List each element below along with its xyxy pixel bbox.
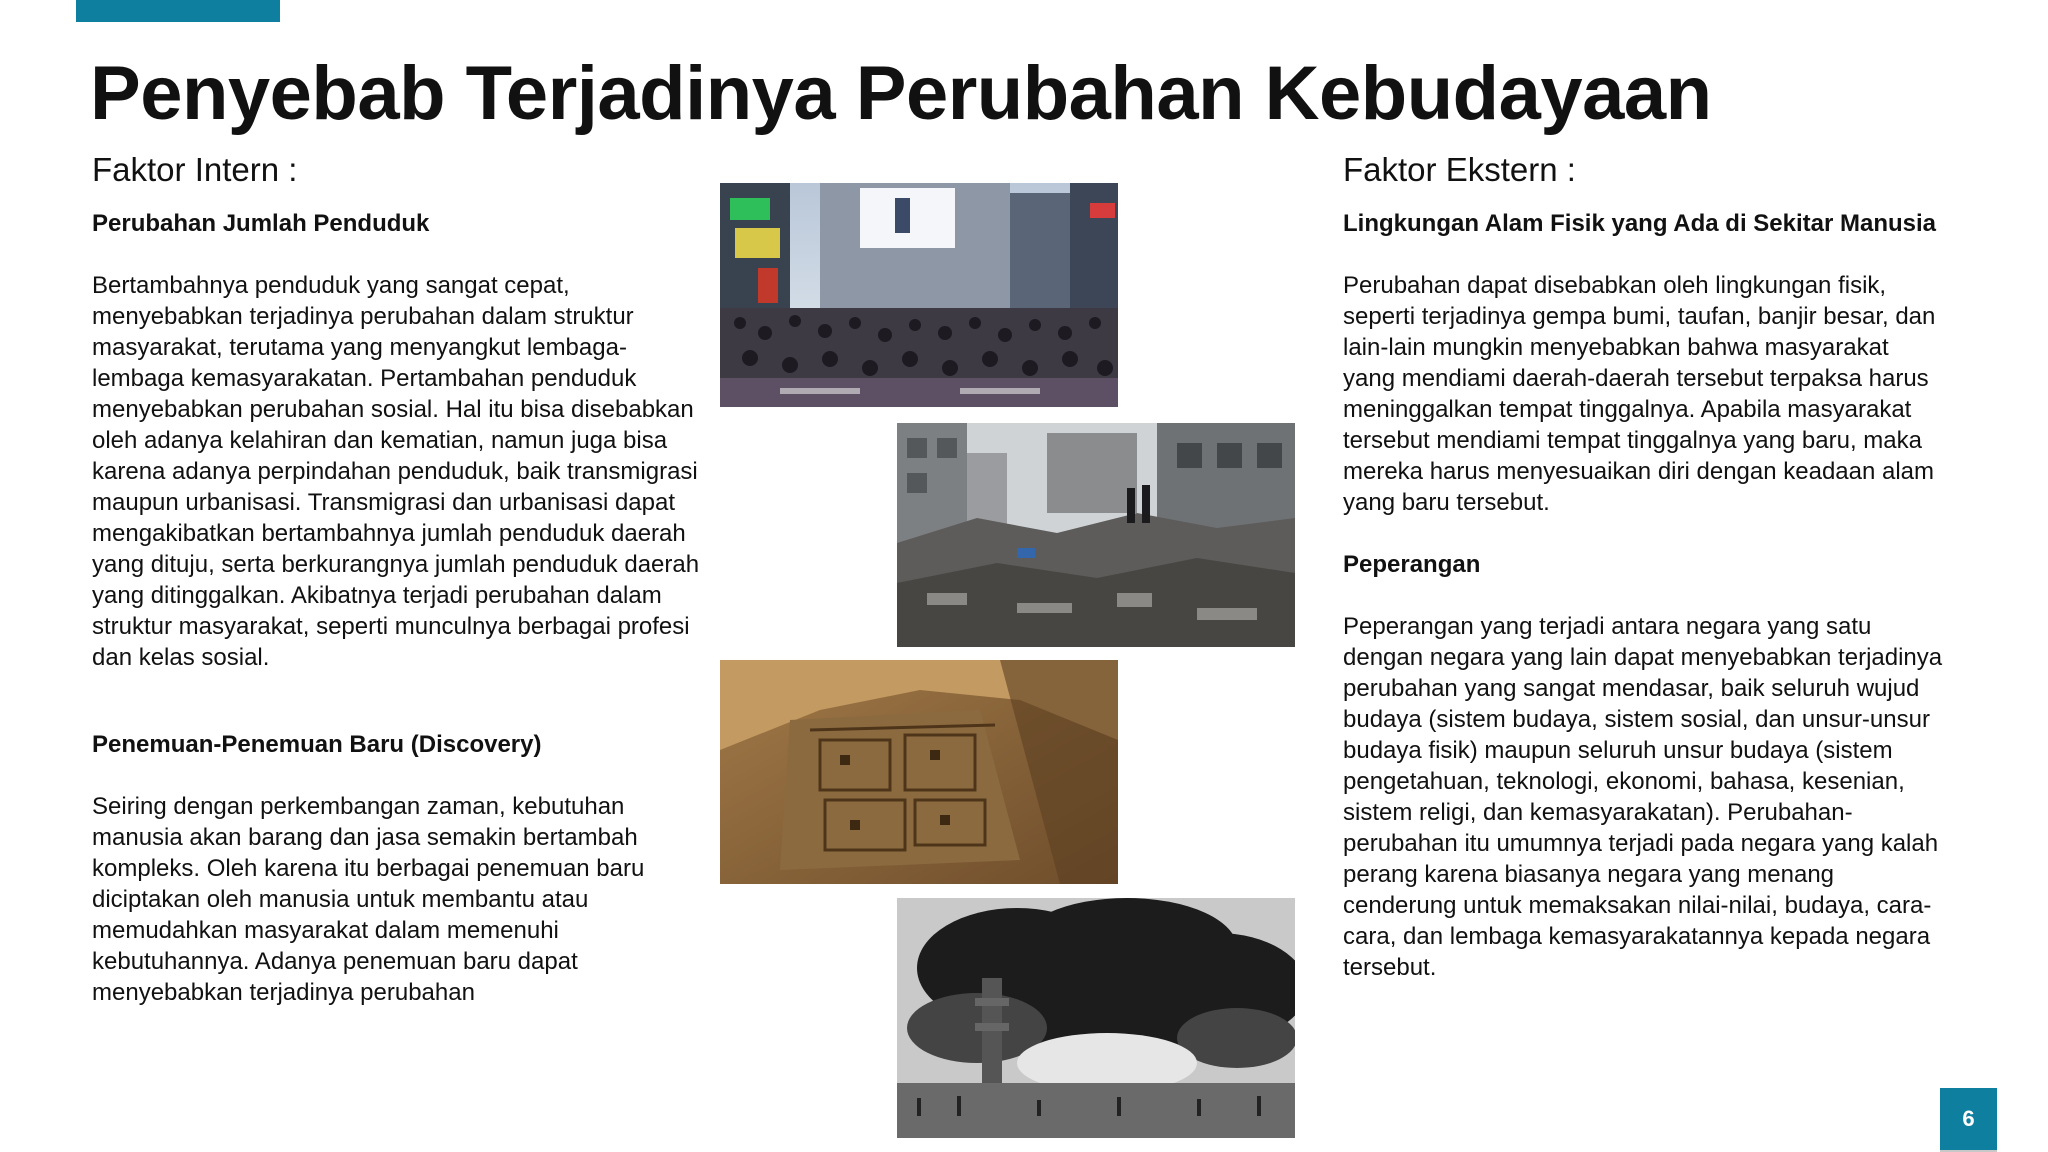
ekstern-section-body-2: Peperangan yang terjadi antara negara yang satu dengan negara yang lain dapat menyebabkan terjadinya perubahan yang sangat mendasar, baik seluruh wujud budaya (sistem budaya, sistem sosial, dan unsur-unsur budaya fisik) maupun seluruh unsur budaya (sistem pengetahuan, teknologi, ekonomi, bahasa, kesenian, sistem religi, dan kemasyarakatan). Perubahan-perubahan itu umumnya terjadi pada negara yang kalah perang karena biasanya negara yang menang cenderung untuk memaksakan nilai-nilai, budaya, cara-cara, dan lembaga kemasyarakatannya kepada negara tersebut. — [1343, 612, 1943, 981]
slide-title: Penyebab Terjadinya Perubahan Kebudayaan — [90, 51, 1712, 136]
ekstern-section-title-1: Lingkungan Alam Fisik yang Ada di Sekitar Manusia — [1343, 209, 1937, 237]
intern-section-title-2: Penemuan-Penemuan Baru (Discovery) — [92, 730, 542, 758]
page-number-badge: 6 — [1940, 1088, 1997, 1150]
excavation-site-photo — [720, 660, 1118, 884]
ekstern-heading: Faktor Ekstern : — [1343, 151, 1576, 188]
burning-warship-photo — [897, 898, 1295, 1138]
earthquake-rubble-photo — [897, 423, 1295, 647]
intern-section-body-1: Bertambahnya penduduk yang sangat cepat, menyebabkan terjadinya perubahan dalam struktur masyarakat, terutama yang menyangkut lembaga-lembaga kemasyarakatan. Pertambahan penduduk menyebabkan perubahan sosial. Hal itu bisa disebabkan oleh adanya kelahiran dan kematian, namun juga bisa karena adanya perpindahan penduduk, baik transmigrasi maupun urbanisasi. Transmigrasi dan urbanisasi dapat mengakibatkan bertambahnya jumlah penduduk daerah yang dituju, serta berkurangnya jumlah penduduk daerah yang ditinggalkan. Akibatnya terjadi perubahan dalam struktur masyarakat, seperti munculnya berbagai profesi dan kelas sosial. — [92, 271, 700, 671]
top-accent-bar — [76, 0, 280, 22]
intern-column — [92, 150, 702, 1008]
ekstern-section-body-1: Perubahan dapat disebabkan oleh lingkungan fisik, seperti terjadinya gempa bumi, taufan, banjir besar, dan lain-lain mungkin menyebabkan bahwa masyarakat yang mendiami daerah-daerah tersebut terpaksa harus meninggalkan tempat tinggalnya. Apabila masyarakat tersebut mendiami tempat tinggalnya yang baru, maka mereka harus menyesuaikan diri dengan keadaan alam yang baru tersebut. — [1343, 271, 1936, 516]
intern-section-body-2: Seiring dengan perkembangan zaman, kebutuhan manusia akan barang dan jasa semakin bertambah kompleks. Oleh karena itu berbagai penemuan baru diciptakan oleh manusia untuk membantu atau memudahkan masyarakat dalam memenuhi kebutuhannya. Adanya penemuan baru dapat menyebabkan terjadinya perubahan — [92, 792, 645, 1006]
crowd-photo — [720, 183, 1118, 407]
intern-heading: Faktor Intern : — [92, 151, 298, 188]
ekstern-column — [1343, 150, 1943, 983]
ekstern-section-title-2: Peperangan — [1343, 550, 1481, 578]
intern-section-title-1: Perubahan Jumlah Penduduk — [92, 209, 430, 237]
